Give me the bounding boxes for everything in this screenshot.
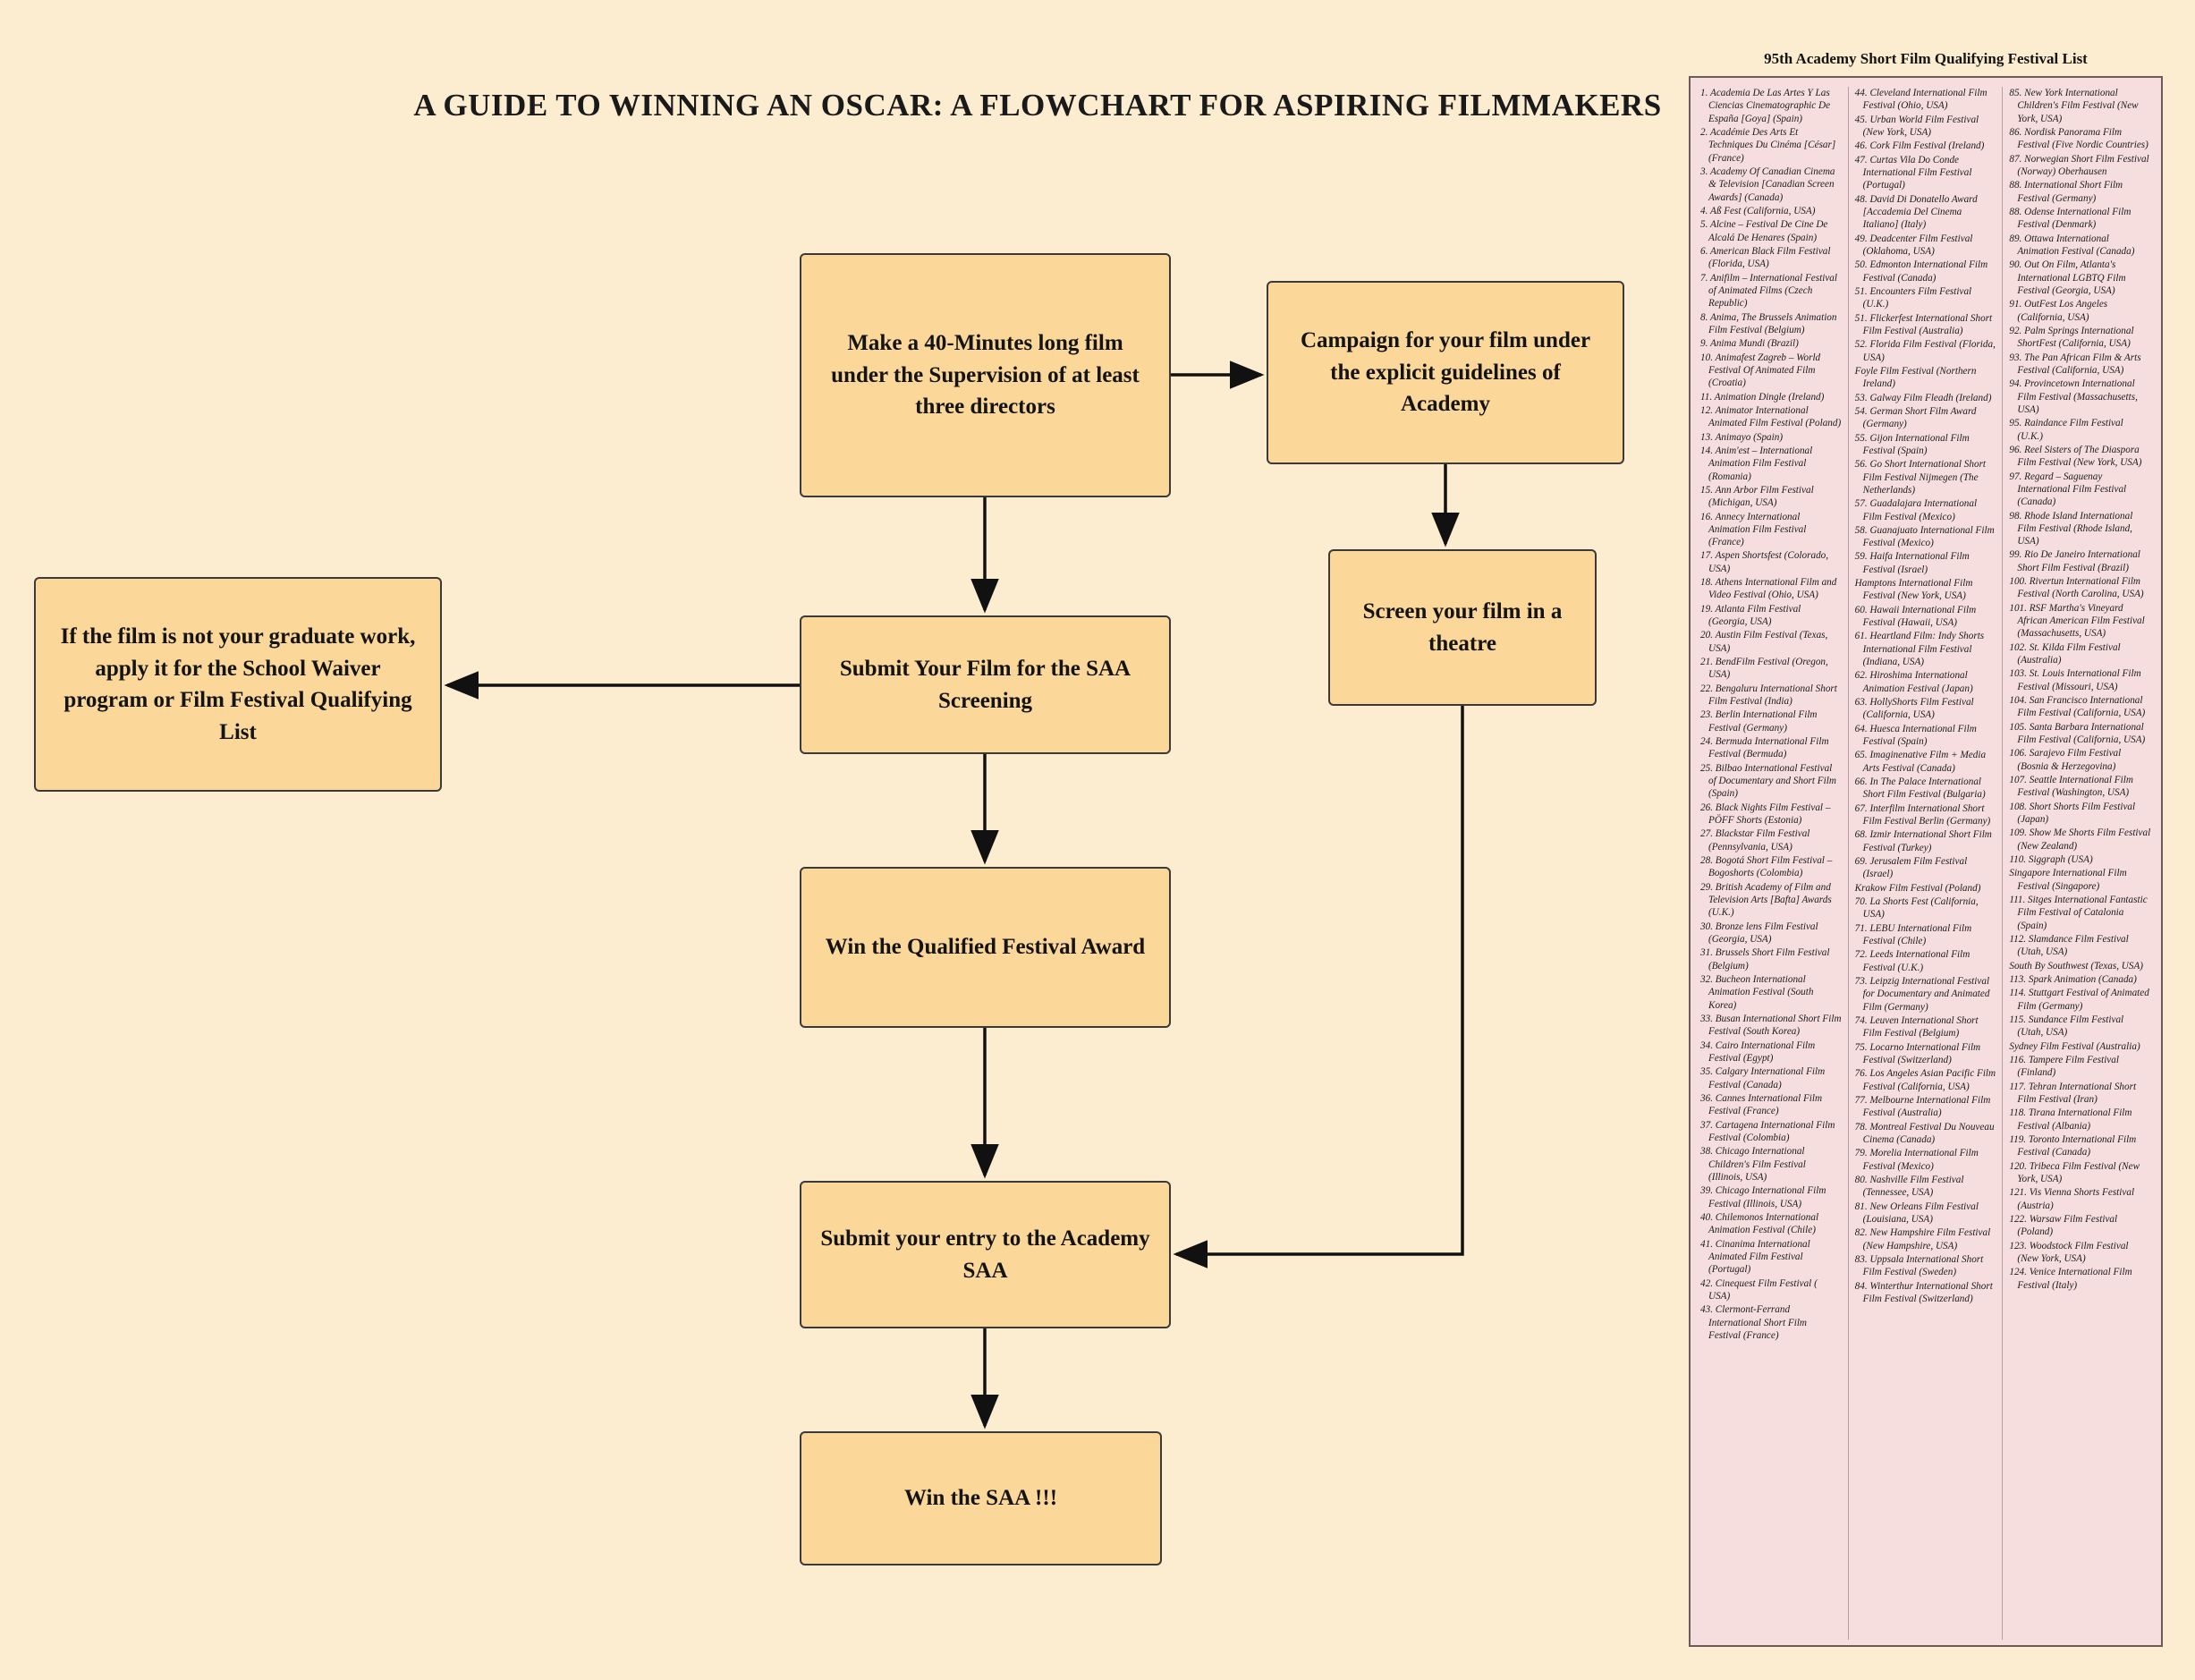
festival-list-item: 19. Atlanta Film Festival (Georgia, USA) (1700, 603, 1801, 628)
festival-list-item: 115. Sundance Film Festival (Utah, USA) (2009, 1014, 2124, 1039)
festival-list-item: 60. Hawaii International Film Festival (Hawaii, USA) (1854, 604, 1977, 629)
festival-list-item: 23. Berlin International Film Festival (Germany) (1700, 709, 1818, 734)
node-school-waiver-label: If the film is not your graduate work, apply it for the School Waiver program or Film Festival Qualifying List (60, 624, 416, 744)
festival-list-item: 29. British Academy of Film and Television Arts [Bafta] Awards (U.K.) (1700, 881, 1832, 919)
festival-list-item: 73. Leipzig International Festival for Documentary and Animated Film (Germany) (1854, 975, 1990, 1013)
festival-list-item: 5. Alcine – Festival De Cine De Alcalá De Henares (Spain) (1700, 219, 1828, 243)
festival-list-item: 122. Warsaw Film Festival (Poland) (2009, 1213, 2118, 1238)
festival-list-item: 63. HollyShorts Film Festival (California, USA) (1854, 697, 1974, 721)
page-title-line-1: A GUIDE TO WINNING AN OSCAR: A FLOWCHART (413, 88, 1191, 123)
festival-list-item: 88. International Short Film Festival (Germany) (2009, 180, 2123, 204)
festival-list-item: 120. Tribeca Film Festival (New York, USA) (2009, 1160, 2140, 1184)
festival-list-item: 32. Bucheon International Animation Festival (South Korea) (1700, 973, 1814, 1011)
festival-list-item: 22. Bengaluru International Short Film Festival (India) (1700, 683, 1837, 708)
festival-list-item: 101. RSF Martha's Vineyard African American Film Festival (Massachusetts, USA) (2009, 602, 2145, 640)
festival-list-item: 102. St. Kilda Film Festival (Australia) (2009, 641, 2121, 666)
festival-list-item: 61. Heartland Film: Indy Shorts International Film Festival (Indiana, USA) (1854, 631, 1985, 668)
festival-column-1 (1694, 87, 1849, 1640)
node-screen-in-theatre-label: Screen your film in a theatre (1362, 599, 1563, 656)
festival-list-item: 31. Brussels Short Film Festival (Belgium) (1700, 947, 1830, 972)
festival-list-item: 11. Animation Dingle (Ireland) (1700, 391, 1825, 403)
festival-list-item: 25. Bilbao International Festival of Documentary and Short Film (Spain) (1700, 762, 1836, 800)
festival-list-item: 83. Uppsala International Short Film Festival (Sweden) (1854, 1253, 1984, 1278)
festival-list-item: 119. Toronto International Film Festival (Canada) (2009, 1133, 2137, 1158)
festival-list-item: 34. Cairo International Film Festival (Egypt) (1700, 1039, 1816, 1064)
festival-list-item: 93. The Pan African Film & Arts Festival (California, USA) (2009, 352, 2141, 376)
festival-list-item: 58. Guanajuato International Film Festival (Mexico) (1854, 524, 1995, 549)
festival-list-item: 68. Izmir International Short Film Festival (Turkey) (1854, 829, 1992, 853)
festival-list-item: 16. Annecy International Animation Film Festival (France) (1700, 511, 1807, 548)
festival-list-item: 100. Rivertun International Film Festival (North Carolina, USA) (2009, 576, 2144, 600)
festival-list-item: 3. Academy Of Canadian Cinema & Television [Canadian Screen Awards] (Canada) (1700, 165, 1835, 203)
festival-list-item: 79. Morelia International Film Festival (Mexico) (1854, 1148, 1979, 1172)
node-submit-entry-academy-saa-label: Submit your entry to the Academy SAA (820, 1226, 1150, 1283)
festival-list-item: 35. Calgary International Film Festival (Canada) (1700, 1066, 1826, 1090)
festival-list-item: 15. Ann Arbor Film Festival (Michigan, USA) (1700, 484, 1814, 509)
festival-list-item: 84. Winterthur International Short Film Festival (Switzerland) (1854, 1280, 1993, 1304)
festival-list-item: Foyle Film Festival (Northern Ireland) (1854, 365, 1977, 390)
festival-list-item: 55. Gijon International Film Festival (Spain) (1854, 432, 1970, 456)
festival-list-item: 8. Anima, The Brussels Animation Film Festival (Belgium) (1700, 311, 1837, 335)
node-win-qualified-festival-award[interactable] (800, 867, 1171, 1028)
festival-list-item: 121. Vis Vienna Shorts Festival (Austria) (2009, 1187, 2135, 1211)
festival-list-item: South By Southwest (Texas, USA) (2009, 960, 2144, 972)
festival-list-item: 92. Palm Springs International ShortFest (California, USA) (2009, 325, 2134, 350)
festival-qualifying-list-panel (1689, 76, 2163, 1647)
festival-list-item: 88. Odense International Film Festival (Denmark) (2009, 206, 2131, 231)
festival-panel-title: 95th Academy Short Film Qualifying Festival List (1764, 50, 2088, 67)
festival-list-item: 24. Bermuda International Film Festival (Bermuda) (1700, 736, 1829, 760)
festival-list-item: 105. Santa Barbara International Film Festival (California, USA) (2009, 721, 2146, 746)
node-school-waiver[interactable] (34, 577, 442, 792)
festival-list-item: 104. San Francisco International Film Festival (California, USA) (2009, 695, 2146, 719)
festival-list-item: 37. Cartagena International Film Festival (Colombia) (1700, 1119, 1835, 1143)
festival-list-item: 89. Ottawa International Animation Festival (Canada) (2009, 233, 2135, 257)
festival-list-item: 81. New Orleans Film Festival (Louisiana, USA) (1854, 1201, 1979, 1225)
festival-list-item: 123. Woodstock Film Festival (New York, USA) (2009, 1240, 2129, 1264)
festival-list-item: 66. In The Palace International Short Film Festival (Bulgaria) (1854, 776, 1986, 801)
festival-list-item: 112. Slamdance Film Festival (Utah, USA) (2009, 934, 2129, 958)
festival-list-item: 118. Tirana International Film Festival (Albania) (2009, 1107, 2132, 1132)
festival-list-item: Singapore International Film Festival (Singapore) (2009, 868, 2127, 892)
festival-list-item: 42. Cinequest Film Festival ( USA) (1700, 1277, 1818, 1302)
festival-list-item: 46. Cork Film Festival (Ireland) (1854, 140, 1985, 152)
festival-list-item: 77. Melbourne International Film Festival (Australia) (1854, 1094, 1991, 1119)
node-screen-in-theatre[interactable] (1328, 549, 1597, 706)
festival-list-item: 65. Imaginenative Film + Media Arts Festival (Canada) (1854, 750, 1987, 774)
festival-list-item: 54. German Short Film Award (Germany) (1854, 405, 1977, 430)
festival-list-item: 116. Tampere Film Festival (Finland) (2009, 1054, 2119, 1079)
festival-list-item: 10. Animafest Zagreb – World Festival Of Animated Film (Croatia) (1700, 352, 1821, 389)
node-submit-for-saa-screening-label: Submit Your Film for the SAA Screening (839, 657, 1131, 713)
node-submit-for-saa-screening[interactable] (800, 615, 1171, 754)
festival-list-item: 90. Out On Film, Atlanta's International LGBTQ Film Festival (Georgia, USA) (2009, 259, 2126, 296)
festival-list-item: 94. Provincetown International Film Festival (Massachusetts, USA) (2009, 378, 2138, 415)
festival-list-item: 43. Clermont-Ferrand International Short Film Festival (France) (1700, 1304, 1808, 1341)
festival-list-item: 48. David Di Donatello Award [Accademia Del Cinema Italiano] (Italy) (1854, 193, 1978, 231)
node-submit-entry-academy-saa[interactable] (800, 1181, 1171, 1328)
node-win-saa-label: Win the SAA !!! (903, 1486, 1058, 1511)
node-campaign[interactable] (1267, 281, 1624, 464)
festival-list-item: 1. Academia De Las Artes Y Las Ciencias Cinematographic De España [Goya] (Spain) (1700, 88, 1831, 124)
festival-list-item: 41. Cinanima International Animated Film Festival (Portugal) (1700, 1238, 1810, 1276)
festival-list-item: 38. Chicago International Children's Film Festival (Illinois, USA) (1700, 1146, 1806, 1183)
festival-list-item: 117. Tehran International Short Film Festival (Iran) (2009, 1081, 2137, 1105)
festival-list-item: 74. Leuven International Short Film Festival (Belgium) (1854, 1014, 1979, 1039)
festival-list-item: 53. Galway Film Fleadh (Ireland) (1854, 392, 1992, 403)
festival-list-item: 124. Venice International Film Festival (Italy) (2009, 1267, 2132, 1291)
festival-list-item: 67. Interfilm International Short Film Festival Berlin (Germany) (1854, 802, 1991, 827)
festival-list-item: 78. Montreal Festival Du Nouveau Cinema (Canada) (1854, 1121, 1995, 1145)
node-make-film-label: Make a 40-Minutes long film under the Supervision of at least three directors (831, 331, 1140, 420)
festival-list-item: 9. Anima Mundi (Brazil) (1700, 338, 1799, 350)
festival-list-item: 108. Short Shorts Film Festival (Japan) (2009, 801, 2136, 826)
festival-list-item: 52. Florida Film Festival (Florida, USA) (1854, 339, 1996, 363)
festival-list-item: 12. Animator International Animated Film Festival (Poland) (1700, 404, 1842, 429)
festival-list-item: 45. Urban World Film Festival (New York, USA) (1854, 114, 1979, 138)
festival-list-item: 51. Flickerfest International Short Film Festival (Australia) (1854, 312, 1993, 336)
festival-column-2 (1849, 87, 2004, 1640)
festival-list-item: Hamptons International Film Festival (New York, USA) (1854, 578, 1973, 602)
festival-list-item: 111. Sitges International Fantastic Film Festival of Catalonia (Spain) (2009, 895, 2148, 931)
festival-list-item: 103. St. Louis International Film Festival (Missouri, USA) (2009, 668, 2141, 692)
festival-list-item: 59. Haifa International Film Festival (Israel) (1854, 551, 1970, 575)
festival-list-item: 98. Rhode Island International Film Festival (Rhode Island, USA) (2009, 510, 2133, 547)
festival-list-item: 57. Guadalajara International Film Festival (Mexico) (1854, 498, 1978, 522)
festival-list-item: 39. Chicago International Film Festival (Illinois, USA) (1700, 1185, 1826, 1209)
festival-list-item: 62. Hiroshima International Animation Festival (Japan) (1854, 670, 1973, 694)
festival-list-item: 97. Regard – Saguenay International Film Festival (Canada) (2009, 471, 2127, 508)
page-title (340, 85, 1735, 127)
festival-list-item: 76. Los Angeles Asian Pacific Film Festival (California, USA) (1854, 1068, 1996, 1092)
festival-list-item: 106. Sarajevo Film Festival (Bosnia & Herzegovina) (2009, 748, 2122, 772)
festival-list-item: 51. Encounters Film Festival (U.K.) (1854, 285, 1972, 310)
festival-list-item: 13. Animayo (Spain) (1700, 431, 1784, 443)
festival-list-item: 70. La Shorts Fest (California, USA) (1854, 896, 1979, 921)
festival-list-item: 86. Nordisk Panorama Film Festival (Five Nordic Countries) (2009, 126, 2148, 151)
festival-list-item: 30. Bronze lens Film Festival (Georgia, USA) (1700, 921, 1818, 945)
festival-list-item: 2. Académie Des Arts Et Techniques Du Cinéma [César] (France) (1700, 126, 1836, 164)
festival-list-item: 87. Norwegian Short Film Festival (Norway) Oberhausen (2009, 153, 2149, 177)
festival-list-item: 20. Austin Film Festival (Texas, USA) (1700, 630, 1828, 654)
festival-list-item: Krakow Film Festival (Poland) (1854, 882, 1981, 894)
festival-list-item: 85. New York International Children's Film Festival (New York, USA) (2009, 88, 2139, 124)
festival-list-item: 99. Rio De Janeiro International Short Film Festival (Brazil) (2009, 549, 2140, 573)
festival-column-3 (2003, 87, 2157, 1640)
festival-list-item: 96. Reel Sisters of The Diaspora Film Festival (New York, USA) (2009, 444, 2142, 469)
node-win-saa[interactable] (800, 1431, 1162, 1565)
festival-list-item: 33. Busan International Short Film Festival (South Korea) (1700, 1013, 1842, 1038)
festival-list-item: 49. Deadcenter Film Festival (Oklahoma, USA) (1854, 233, 1973, 257)
festival-list-item: 107. Seattle International Film Festival (Washington, USA) (2009, 775, 2133, 799)
festival-list-item: 95. Raindance Film Festival (U.K.) (2009, 418, 2123, 442)
festival-list-item: 36. Cannes International Film Festival (France) (1700, 1092, 1823, 1117)
festival-list-item: 21. BendFilm Festival (Oregon, USA) (1700, 657, 1828, 681)
festival-list-item: 50. Edmonton International Film Festival (Canada) (1854, 259, 1988, 284)
festival-list-item: 17. Aspen Shortsfest (Colorado, USA) (1700, 550, 1829, 574)
festival-list-item: 6. American Black Film Festival (Florida, USA) (1700, 245, 1831, 270)
festival-list-item: 56. Go Short International Short Film Festival Nijmegen (The Netherlands) (1854, 459, 1987, 496)
festival-list-item: 69. Jerusalem Film Festival (Israel) (1854, 856, 1968, 880)
festival-list-item: 72. Leeds International Film Festival (U.K.) (1854, 949, 1970, 973)
festival-list-item: 114. Stuttgart Festival of Animated Film (Germany) (2009, 988, 2149, 1012)
festival-list-item: 75. Locarno International Film Festival (Switzerland) (1854, 1041, 1981, 1065)
festival-list-item: 109. Show Me Shorts Film Festival (New Zealand) (2009, 827, 2151, 852)
festival-list-item: 44. Cleveland International Film Festival (Ohio, USA) (1854, 88, 1987, 112)
festival-list-item: 91. OutFest Los Angeles (California, USA) (2009, 299, 2108, 323)
festival-list-item: 47. Curtas Vila Do Conde International Film Festival (Portugal) (1854, 154, 1972, 191)
festival-list-item: 14. Anim'est – International Animation Film Festival (Romania) (1700, 445, 1813, 482)
festival-list-item: 26. Black Nights Film Festival – PÖFF Shorts (Estonia) (1700, 802, 1831, 827)
festival-list-item: 40. Chilemonos International Animation Festival (Chile) (1700, 1211, 1819, 1236)
festival-list-item: 82. New Hampshire Film Festival (New Hampshire, USA) (1854, 1227, 1991, 1252)
festival-list-item: 113. Spark Animation (Canada) (2009, 973, 2137, 985)
node-win-qualified-festival-award-label: Win the Qualified Festival Award (825, 935, 1146, 960)
festival-list-item: 80. Nashville Film Festival (Tennessee, USA) (1854, 1174, 1964, 1199)
festival-list-item: 18. Athens International Film and Video Festival (Ohio, USA) (1700, 577, 1837, 601)
node-make-film[interactable] (800, 253, 1171, 497)
festival-list-item: 110. Siggraph (USA) (2009, 854, 2093, 866)
festival-list-item: 28. Bogotá Short Film Festival – Bogoshorts (Colombia) (1700, 855, 1833, 879)
festival-list-item: 27. Blackstar Film Festival (Pennsylvania, USA) (1700, 828, 1810, 853)
festival-list-item: 64. Huesca International Film Festival (Spain) (1854, 723, 1977, 748)
festival-list-item: Sydney Film Festival (Australia) (2009, 1040, 2140, 1052)
festival-list-item: 71. LEBU International Film Festival (Chile) (1854, 922, 1972, 946)
node-campaign-label: Campaign for your film under the explicit guidelines of Academy (1300, 328, 1591, 417)
festival-list-item: 7. Anifilm – International Festival of Animated Films (Czech Republic) (1700, 272, 1837, 310)
festival-list-item: 4. Aß Fest (California, USA) (1700, 205, 1816, 216)
page-title-line-2: FOR ASPIRING FILMMAKERS (1199, 88, 1662, 123)
